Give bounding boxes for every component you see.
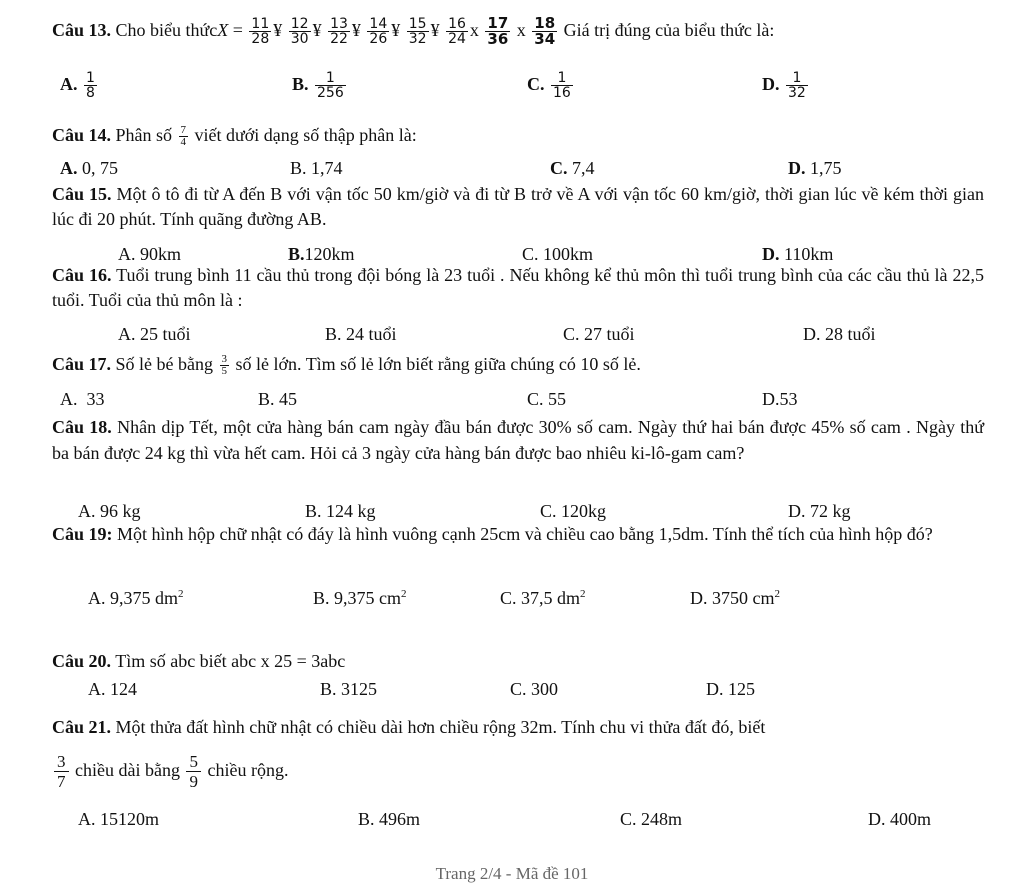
option-d[interactable] xyxy=(762,388,798,410)
option-value: 37,5 dm xyxy=(521,588,581,608)
term-fraction: $\frac{15}{32}$ xyxy=(408,16,427,48)
option-label: B. xyxy=(292,74,309,94)
option-label: D. xyxy=(762,389,780,409)
superscript: 2 xyxy=(178,588,184,600)
option-b[interactable] xyxy=(258,388,297,410)
page-footer: Trang 2/4 - Mã đề 101 xyxy=(435,864,589,883)
option-label: D. xyxy=(788,158,806,178)
question-fraction: $\frac{3}{5}$ xyxy=(221,353,227,378)
term-fraction: $\frac{11}{28}$ xyxy=(251,16,270,48)
question-text: Cho biểu thức xyxy=(115,20,218,40)
option-value: 125 xyxy=(728,679,755,699)
option-c[interactable] xyxy=(527,388,566,410)
question-21 xyxy=(52,716,765,738)
option-value: 120km xyxy=(304,244,355,264)
superscript: 2 xyxy=(401,588,407,600)
operator: x xyxy=(469,20,479,40)
option-label: D. xyxy=(762,74,780,94)
option-label: A. xyxy=(118,244,136,264)
option-value: 90km xyxy=(140,244,182,264)
option-label: B. xyxy=(320,679,337,699)
option-value: 3125 xyxy=(341,679,378,699)
question-text: Phân số xyxy=(115,125,173,145)
option-value: 45 xyxy=(279,389,298,409)
option-d[interactable] xyxy=(706,678,755,700)
option-a[interactable] xyxy=(88,678,137,700)
option-a[interactable] xyxy=(78,500,141,522)
question-label: Câu 16. xyxy=(52,265,112,285)
option-value: 0, 75 xyxy=(82,158,118,178)
option-value: 24 tuổi xyxy=(346,324,397,344)
question-label: Câu 18. xyxy=(52,417,112,437)
option-label: D. xyxy=(706,679,724,699)
option-value: 1,75 xyxy=(810,158,842,178)
option-label: B. xyxy=(305,501,322,521)
question-text: Tuổi trung bình 11 cầu thủ trong đội bóng là 23 tuổi . Nếu không kể thủ môn thì tuổi trung bình của các cầu thủ là 22,5 tuổi. Tuổi của thủ môn là : xyxy=(52,265,984,310)
option-c[interactable] xyxy=(500,583,586,609)
option-label: A. xyxy=(60,158,78,178)
option-label: A. xyxy=(118,324,136,344)
option-label: C. xyxy=(550,158,568,178)
option-label: C. xyxy=(563,324,580,344)
option-b[interactable] xyxy=(358,808,420,830)
question-label: Câu 15. xyxy=(52,184,112,204)
question-19 xyxy=(52,521,984,548)
option-a[interactable] xyxy=(118,243,181,265)
option-fraction: $\frac{1}{32}$ xyxy=(788,70,806,102)
option-value: 400m xyxy=(890,809,932,829)
option-c[interactable] xyxy=(540,500,606,522)
operator: ¥ xyxy=(430,20,440,40)
term-fraction: $\frac{17}{36}$ xyxy=(487,14,509,49)
question-label: Câu 21. xyxy=(52,717,112,737)
option-label: D. xyxy=(803,324,821,344)
option-d[interactable] xyxy=(788,500,851,522)
term-fraction: $\frac{14}{26}$ xyxy=(369,16,388,48)
option-value: 9,375 cm xyxy=(334,588,402,608)
operator: ¥ xyxy=(391,20,401,40)
option-a[interactable] xyxy=(118,323,191,345)
operator: ¥ xyxy=(351,20,361,40)
option-c[interactable] xyxy=(510,678,558,700)
option-b[interactable] xyxy=(290,157,343,179)
option-value: 110km xyxy=(784,244,834,264)
option-label: C. xyxy=(510,679,527,699)
option-label: B. xyxy=(288,244,305,264)
option-c[interactable] xyxy=(550,157,595,179)
option-b[interactable] xyxy=(288,243,355,265)
term-fraction: $\frac{16}{24}$ xyxy=(448,16,466,48)
question-text: Một ô tô đi từ A đến B với vận tốc 50 km/giờ và đi từ B trở về A với vận tốc 60 km/giờ, thời gian lúc về kém thời gian lúc đi 20 phút. Tính quãng đường AB. xyxy=(52,184,985,229)
operator: ¥ xyxy=(273,20,283,40)
option-fraction: $\frac{1}{16}$ xyxy=(553,70,571,102)
question-text: viết dưới dạng số thập phân là: xyxy=(194,125,417,145)
option-label: A. xyxy=(78,809,96,829)
option-label: C. xyxy=(540,501,557,521)
option-d[interactable] xyxy=(762,64,810,104)
term-fraction: $\frac{18}{34}$ xyxy=(534,14,556,49)
option-label: C. xyxy=(527,74,545,94)
question-17 xyxy=(52,348,641,380)
option-b[interactable] xyxy=(305,500,376,522)
option-label: C. xyxy=(527,389,544,409)
question-16 xyxy=(52,263,984,313)
option-value: 496m xyxy=(379,809,421,829)
option-label: D. xyxy=(868,809,886,829)
question-text: Một hình hộp chữ nhật có đáy là hình vuông cạnh 25cm và chiều cao bằng 1,5dm. Tính thể tích của hình hộp đó? xyxy=(117,524,933,544)
option-label: B. xyxy=(313,588,330,608)
option-b[interactable] xyxy=(313,583,407,609)
option-value: 124 kg xyxy=(326,501,376,521)
option-label: D. xyxy=(762,244,780,264)
option-c[interactable] xyxy=(563,323,635,345)
option-label: C. xyxy=(620,809,637,829)
option-label: B. xyxy=(358,809,375,829)
question-text: chiều dài bằng xyxy=(75,760,180,780)
option-value: 100km xyxy=(543,244,594,264)
option-d[interactable] xyxy=(868,808,931,830)
option-value: 120kg xyxy=(561,501,607,521)
question-text: Số lẻ bé bằng xyxy=(115,354,213,374)
option-label: A. xyxy=(60,389,78,409)
option-b[interactable] xyxy=(292,64,348,104)
option-d[interactable] xyxy=(690,583,780,609)
option-label: A. xyxy=(88,679,106,699)
option-label: A. xyxy=(78,501,96,521)
option-value: 124 xyxy=(110,679,137,699)
operator: ¥ xyxy=(312,20,322,40)
question-label: Câu 20. xyxy=(52,651,112,671)
option-value: 33 xyxy=(86,389,105,409)
question-15 xyxy=(52,182,984,232)
option-value: 72 kg xyxy=(810,501,851,521)
question-label: Câu 19: xyxy=(52,524,113,544)
question-13 xyxy=(52,12,774,48)
question-14 xyxy=(52,120,417,150)
question-21-continued xyxy=(52,746,288,794)
question-label: Câu 13. xyxy=(52,20,112,40)
option-a[interactable] xyxy=(60,388,105,410)
option-b[interactable] xyxy=(325,323,397,345)
option-a[interactable] xyxy=(60,157,118,179)
option-value: 96 kg xyxy=(100,501,141,521)
question-text: Nhân dịp Tết, một cửa hàng bán cam ngày đầu bán được 30% số cam. Ngày thứ hai bán được 45% số cam . Ngày thứ ba bán được 24 kg thì vừa hết cam. Hỏi cả 3 ngày cửa hàng bán được bao nhiêu ki-lô-gam cam? xyxy=(52,417,985,463)
option-value: 55 xyxy=(548,389,567,409)
option-value: 25 tuổi xyxy=(140,324,191,344)
question-text: số lẻ lớn. Tìm số lẻ lớn biết rằng giữa chúng có 10 số lẻ. xyxy=(235,354,641,374)
question-text: Giá trị đúng của biểu thức là: xyxy=(563,20,775,40)
option-value: 1,74 xyxy=(311,158,343,178)
question-label: Câu 17. xyxy=(52,354,112,374)
option-value: 7,4 xyxy=(572,158,595,178)
option-label: B. xyxy=(290,158,307,178)
question-fraction: $\frac{3}{7}$ xyxy=(54,752,69,791)
option-value: 15120m xyxy=(100,809,160,829)
question-20 xyxy=(52,650,345,672)
question-text: Tìm số abc biết abc x 25 = 3abc xyxy=(115,651,346,671)
option-b[interactable] xyxy=(320,678,377,700)
option-value: 3750 cm xyxy=(712,588,775,608)
variable-x: X xyxy=(217,20,229,40)
option-label: A. xyxy=(60,74,78,94)
equals-sign: = xyxy=(232,20,243,40)
option-label: C. xyxy=(522,244,539,264)
option-d[interactable] xyxy=(803,323,876,345)
question-text: chiều rộng. xyxy=(207,760,289,780)
superscript: 2 xyxy=(774,588,780,600)
option-c[interactable] xyxy=(527,64,575,104)
option-value: 28 tuổi xyxy=(825,324,876,344)
option-fraction: $\frac{1}{256}$ xyxy=(317,70,344,102)
option-a[interactable] xyxy=(78,808,159,830)
option-label: B. xyxy=(325,324,342,344)
option-value: 27 tuổi xyxy=(584,324,635,344)
option-fraction: $\frac{1}{8}$ xyxy=(86,70,95,102)
option-a[interactable] xyxy=(88,583,184,609)
option-label: D. xyxy=(788,501,806,521)
option-label: A. xyxy=(88,588,106,608)
option-value: 300 xyxy=(531,679,559,699)
question-fraction: $\frac{5}{9}$ xyxy=(186,752,201,791)
option-label: D. xyxy=(690,588,708,608)
option-c[interactable] xyxy=(620,808,682,830)
option-c[interactable] xyxy=(522,243,593,265)
term-fraction: $\frac{12}{30}$ xyxy=(290,16,309,48)
question-18 xyxy=(52,414,984,466)
option-a[interactable] xyxy=(60,64,99,104)
question-text: Một thửa đất hình chữ nhật có chiều dài hơn chiều rộng 32m. Tính chu vi thửa đất đó, biết xyxy=(115,717,766,737)
option-value: 53 xyxy=(779,389,798,409)
option-value: 9,375 dm xyxy=(110,588,179,608)
operator: x xyxy=(516,20,526,40)
option-value: 248m xyxy=(641,809,683,829)
superscript: 2 xyxy=(580,588,586,600)
term-fraction: $\frac{13}{22}$ xyxy=(330,16,348,48)
option-d[interactable] xyxy=(788,157,842,179)
option-label: B. xyxy=(258,389,275,409)
option-label: C. xyxy=(500,588,517,608)
option-d[interactable] xyxy=(762,243,833,265)
question-fraction: $\frac{7}{4}$ xyxy=(180,124,187,149)
question-label: Câu 14. xyxy=(52,125,112,145)
